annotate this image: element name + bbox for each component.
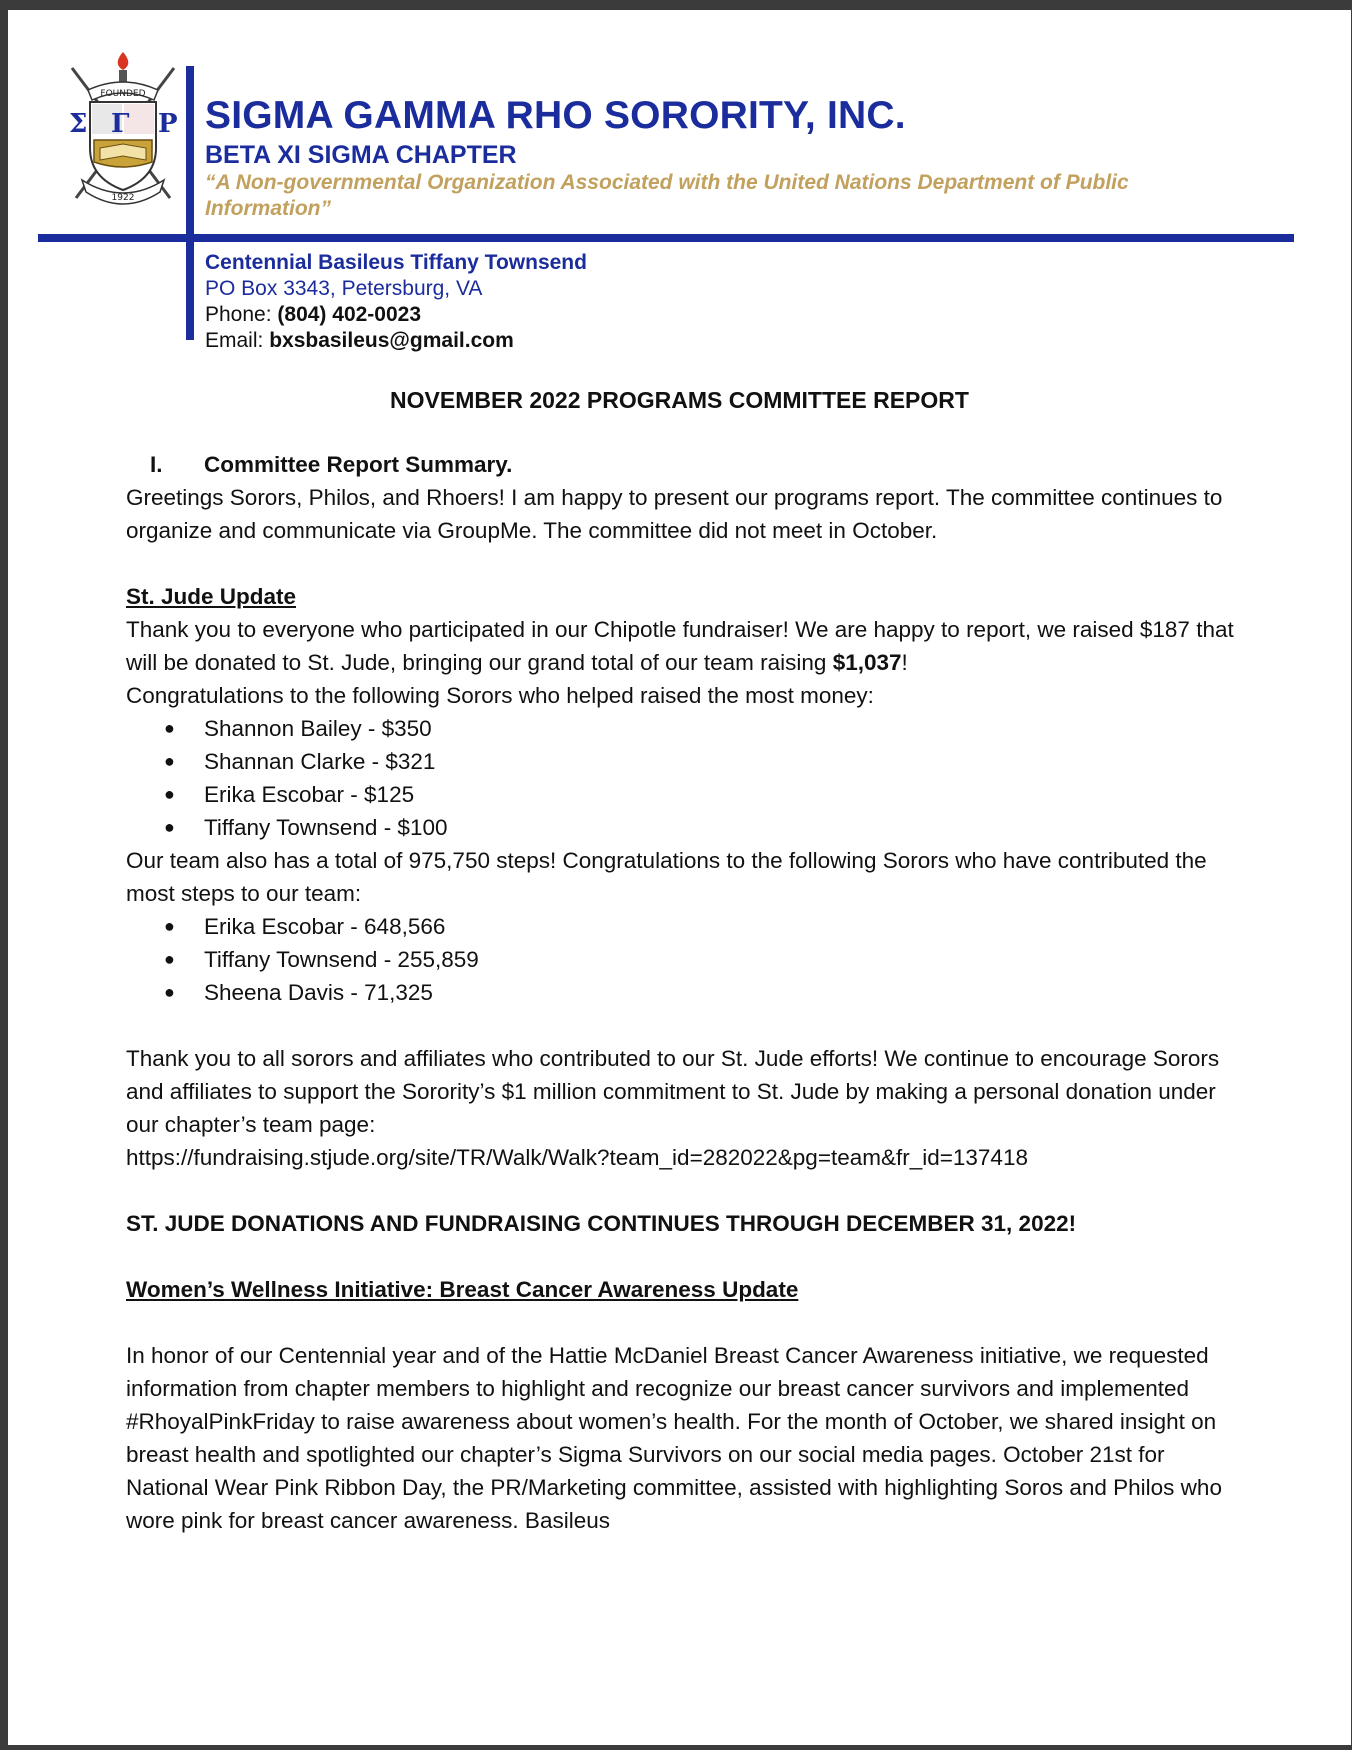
email-line [205,328,587,354]
sorority-crest-logo [58,48,188,218]
money-raisers-list [126,712,1246,844]
steps-list [126,910,1246,1009]
document-page [8,10,1351,1745]
list-item: ● Tiffany Townsend - 255,859 [126,943,1246,976]
crest-year-text: 1922 [111,193,135,203]
email-label: Email: [205,329,270,352]
header-horizontal-rule [38,234,1294,242]
chapter-name: BETA XI SIGMA CHAPTER [205,141,517,169]
money-congrats: Congratulations to the following Sorors who helped raised the most money: [126,683,874,708]
crest-letter-sigma: Σ [69,109,88,139]
st-jude-intro [126,613,1246,679]
wellness-heading: Women’s Wellness Initiative: Breast Cancer Awareness Update [126,1277,799,1302]
crest-letter-rho: Ρ [158,109,178,139]
fundraising-deadline: ST. JUDE DONATIONS AND FUNDRAISING CONTINUES THROUGH DECEMBER 31, 2022! [126,1211,1077,1236]
steps-paragraph: Our team also has a total of 975,750 steps! Congratulations to the following Sorors who have contributed the most steps to our team: [126,848,1207,906]
st-jude-grand-total: $1,037 [832,650,902,675]
organization-name: SIGMA GAMMA RHO SORORITY, INC. [205,94,906,137]
header-vertical-rule [186,66,194,340]
email-address[interactable]: bxsbasileus@gmail.com [269,329,514,352]
thanks-paragraph: Thank you to all sorors and affiliates who contributed to our St. Jude efforts! We continue to encourage Sorors and affiliates to support the Sorority’s $1 million commitment to St. Jude by making a personal donation under our chapter’s team page: [126,1046,1220,1137]
list-item: ● Tiffany Townsend - $100 [126,811,1246,844]
wellness-paragraph: In honor of our Centennial year and of the Hattie McDaniel Breast Cancer Awareness initiative, we requested information from chapter members to highlight and recognize our breast cancer survivors and implemented #RhoyalPinkFriday to raise awareness about women’s health. For the month of October, we shared insight on breast health and spotlighted our chapter’s Sigma Survivors on our social media pages. October 21st for National Wear Pink Ribbon Day, the PR/Marketing committee, assisted with highlighting Soros and Philos who wore pink for breast cancer awareness. Basileus [126,1343,1222,1533]
list-item: ● Erika Escobar - $125 [126,778,1246,811]
section-number: I. [150,452,163,477]
team-page-link[interactable]: https://fundraising.stjude.org/site/TR/Walk/Walk?team_id=282022&pg=team&fr_id=137418 [126,1145,1028,1170]
section-title: Committee Report Summary. [204,452,513,477]
crest-letter-gamma: Γ [111,109,130,139]
mailing-address: PO Box 3343, Petersburg, VA [205,277,483,300]
section-heading [150,448,1246,481]
list-item: ● Sheena Davis - 71,325 [126,976,1246,1009]
list-item: ● Shannon Bailey - $350 [126,712,1246,745]
contact-block [205,250,587,354]
report-title: NOVEMBER 2022 PROGRAMS COMMITTEE REPORT [390,387,969,413]
crest-banner-text: FOUNDED [100,89,146,99]
basileus-name: Centennial Basileus Tiffany Townsend [205,251,587,274]
st-jude-intro-text: Thank you to everyone who participated in our Chipotle fundraiser! We are happy to report, we raised $187 that will be donated to St. Jude, bringing our grand total of our team raising [126,617,1234,675]
st-jude-heading: St. Jude Update [126,584,297,609]
list-item: ● Shannan Clarke - $321 [126,745,1246,778]
list-item: ● Erika Escobar - 648,566 [126,910,1246,943]
phone-number: (804) 402-0023 [277,303,422,326]
summary-paragraph: Greetings Sorors, Philos, and Rhoers! I am happy to present our programs report. The committee continues to organize and communicate via GroupMe. The committee did not meet in October. [126,485,1223,543]
organization-tagline: “A Non-governmental Organization Associated with the United Nations Department of Public Information” [205,171,1129,220]
phone-line [205,302,587,328]
phone-label: Phone: [205,303,278,326]
st-jude-intro-end: ! [901,650,908,675]
report-body [126,448,1246,1537]
